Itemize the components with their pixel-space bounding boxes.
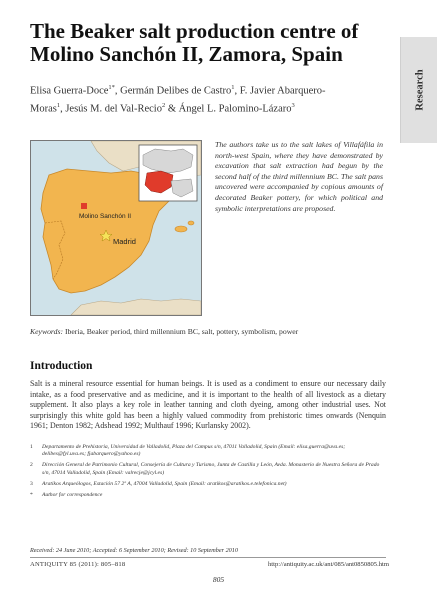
author-name: Germán Delibes de Castro — [120, 85, 232, 97]
footer-divider — [30, 557, 386, 558]
site-label: Molino Sanchón II — [79, 213, 132, 220]
article-url[interactable]: http://antiquity.ac.uk/ant/085/ant0850805.htm — [268, 561, 389, 568]
article-abstract: The authors take us to the salt lakes of Villafáfila in north-west Spain, where they have demonstrated by excavation that salt extraction had begun by the second half of the third millennium BC. The salt pans uncovered were accompanied by copious amounts of decorated Beaker pottery, for which political and symbolic interpretations are proposed. — [215, 140, 383, 213]
footnote-text: Dirección General de Patrimonio Cultural, Consejería de Cultura y Turismo, Junta de Castilla y León, Avda. Monasterio de Nuestra Señora de Prado s/n, 47014 Valladolid, Spain (Email: valrecje@jcyl.es) — [42, 462, 380, 476]
footnote-number: * — [30, 492, 33, 499]
author-name: Ángel L. Palomino-Lázaro — [178, 103, 292, 114]
footnote-number: 3 — [30, 480, 33, 487]
article-dates: Received: 24 June 2010; Accepted: 6 September 2010; Revised: 10 September 2010 — [30, 547, 238, 554]
author-name: F. Javier Abarquero-Moras — [30, 85, 326, 114]
page-number: 805 — [212, 575, 225, 584]
footnote-text: Aratikos Arqueólogos, Estación 57 2º A, 47004 Valladolid, Spain (Email: aratikos@aratikos.e.telefonica.net) — [42, 480, 287, 487]
author-affiliation-mark: 1 — [56, 101, 61, 109]
section-heading: Introduction — [30, 360, 93, 372]
footnotes — [30, 444, 386, 503]
footnote-text: Departamento de Prehistoria, Universidad de Valladolid, Plaza del Campus s/n, 47011 Valladolid, Spain (Email: elisa.guerra@uva.es; delibes@fyl.uva.es; fjabarquero@yahoo.es) — [42, 444, 346, 458]
author-affiliation-mark: 1* — [108, 84, 115, 91]
footnote — [30, 444, 386, 458]
map-figure — [31, 141, 201, 315]
section-tab — [400, 37, 437, 143]
footnote-text: Author for correspondence — [42, 492, 103, 499]
author-name: Elisa Guerra-Doce — [30, 85, 109, 97]
article-title: The Beaker salt production centre of Molino Sanchón II, Zamora, Spain — [30, 19, 359, 66]
balearic-island — [188, 221, 194, 225]
site-marker — [81, 203, 87, 209]
author-affiliation-mark: 2 — [161, 101, 166, 109]
journal-citation: ANTIQUITY 85 (2011): 805–818 — [30, 561, 126, 568]
author-name: Jesús M. del Val-Recio — [65, 103, 162, 114]
footnote — [30, 492, 386, 499]
author-affiliation-mark: 3 — [291, 101, 295, 109]
section-tab-label: Research — [414, 69, 425, 111]
footnote — [30, 481, 386, 488]
footnote-number: 2 — [30, 462, 33, 469]
keywords-label: Keywords: — [30, 327, 64, 336]
city-label: Madrid — [113, 237, 136, 246]
intro-paragraph: Salt is a mineral resource essential for human beings. It is used as a condiment to ensure our necessary daily intake, as a food preservative and as medicine, and it is important to the health of all livestock as a dietary supplement. It also plays a key role in leather tanning and cloth dyeing, among other industrial uses. Not surprisingly this white gold has been a highly valued commodity from prehistoric times onwards (Nenquin 1961; Denton 1982; Adshead 1992; Multhauf 1996; Kurlansky 2002). — [30, 379, 386, 431]
author-list: Elisa Guerra-Doce$^{1*}$, Germán Delibes de Castro$^1$, F. Javier Abarquero-Moras$^1$, Jesús M. del Val-Recio$^2$ & Ángel L. Palomino-Lázaro$^3$ — [30, 84, 326, 114]
balearic-island — [175, 226, 187, 232]
footnote-number: 1 — [30, 444, 33, 450]
author-affiliation-mark: 1 — [231, 84, 235, 91]
location-map — [30, 140, 202, 316]
inset-locator — [139, 145, 197, 201]
keywords-text: Iberia, Beaker period, third millennium BC, salt, pottery, symbolism, power — [64, 327, 299, 336]
keywords-line — [30, 327, 390, 336]
footnote — [30, 462, 386, 476]
